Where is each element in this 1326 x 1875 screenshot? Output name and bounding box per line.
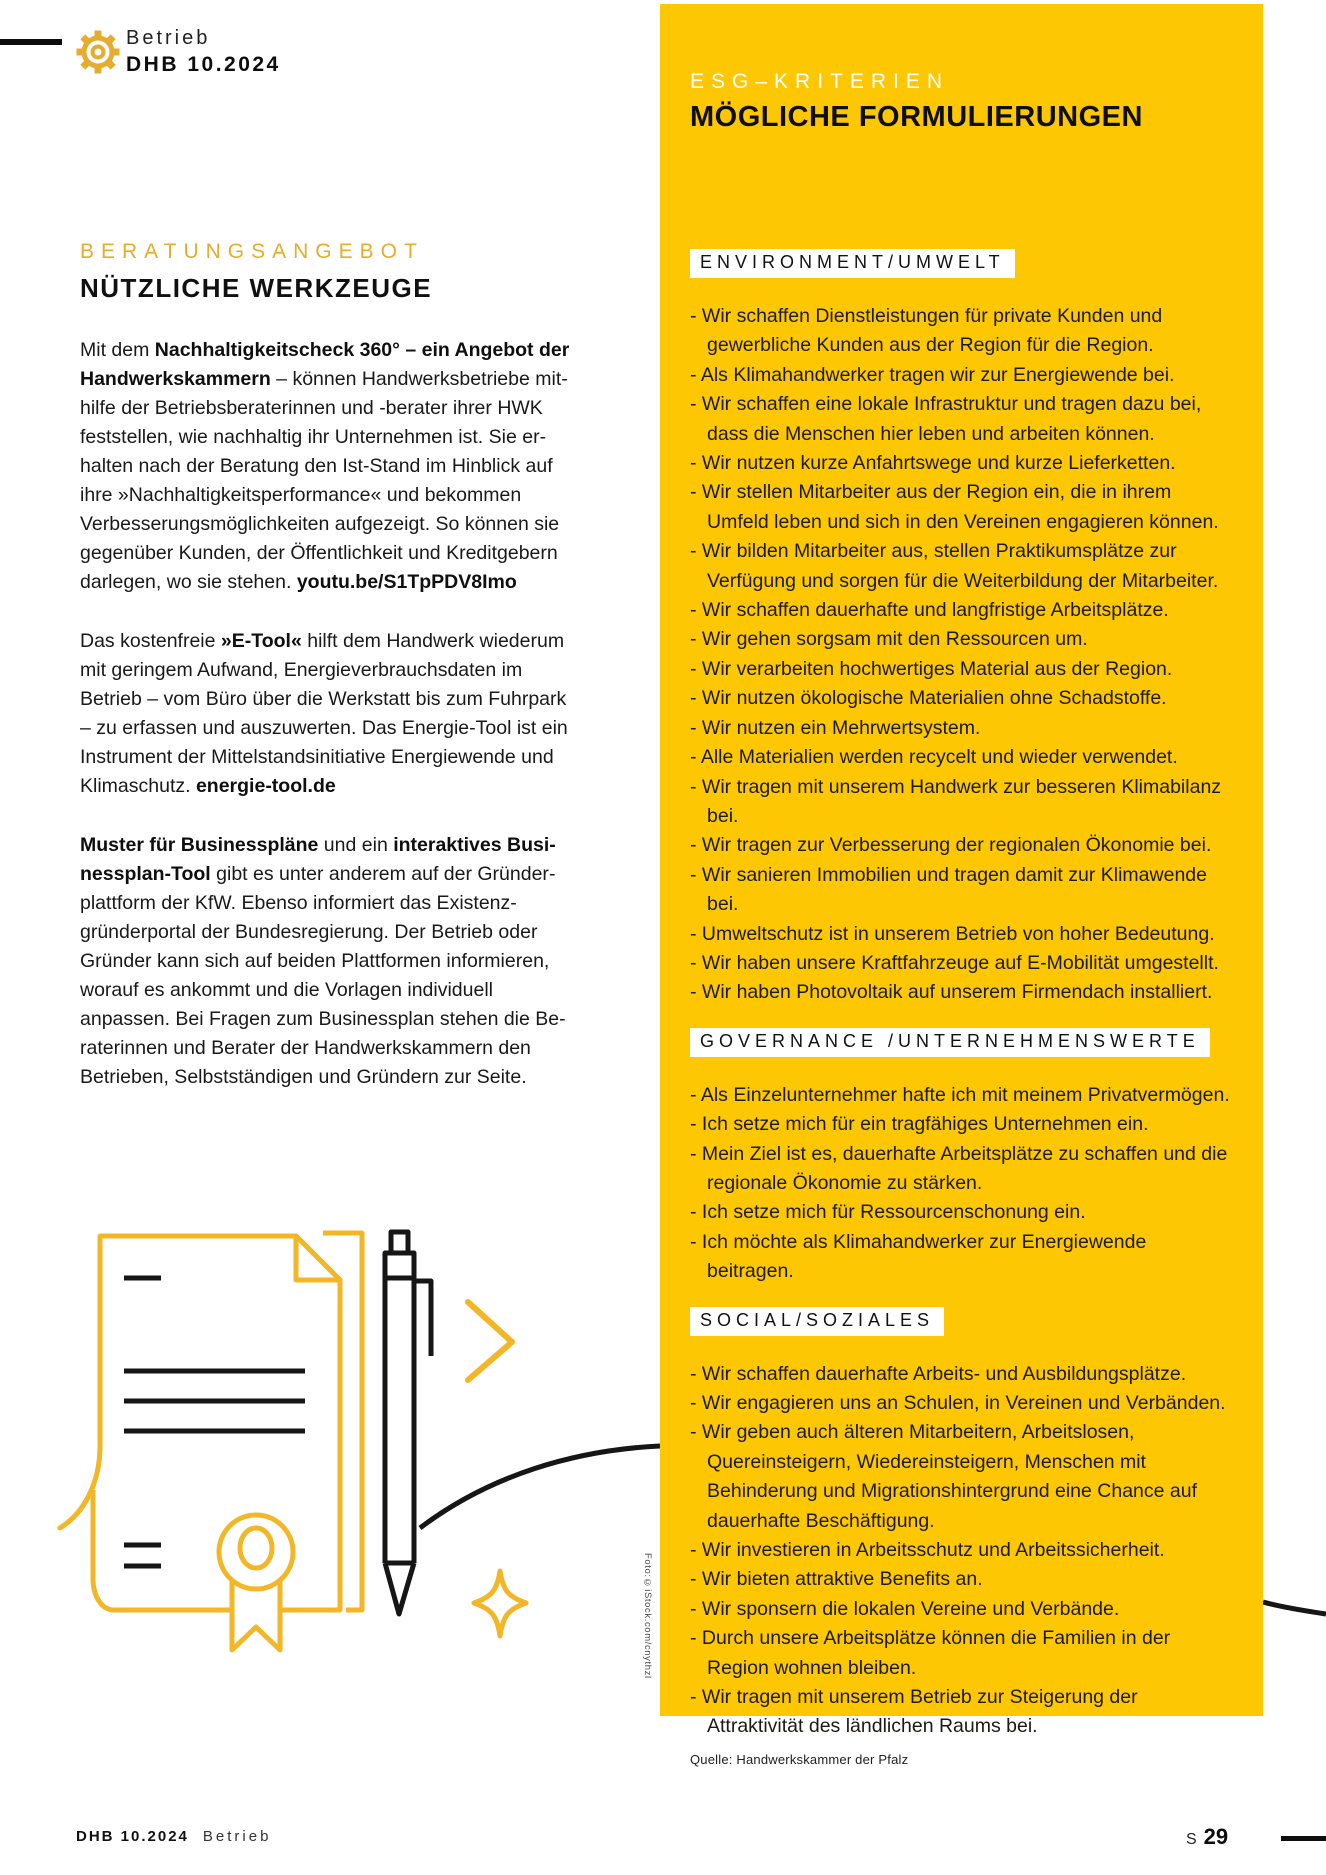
footer-section: Betrieb [202, 1828, 272, 1845]
esg-statement: - Wir investieren in Arbeitsschutz und Arbeitssicherheit. [690, 1536, 1237, 1565]
esg-statement: - Wir schaffen dauerhafte Arbeits- und Ausbildungsplätze. [690, 1360, 1237, 1389]
section-environment [690, 249, 1237, 1008]
esg-statement: - Wir schaffen eine lokale Infrastruktur und tragen dazu bei, dass die Menschen hier leben und arbeiten können. [690, 390, 1237, 449]
esg-statement: - Alle Materialien werden recycelt und wieder verwendet. [690, 743, 1237, 772]
esg-statement: - Wir tragen mit unserem Betrieb zur Steigerung der Attraktivität des ländlichen Raums bei. [690, 1683, 1237, 1742]
header-text [126, 27, 281, 77]
governance-list [690, 1081, 1237, 1287]
pen-icon [385, 1232, 431, 1614]
esg-statement: - Wir haben unsere Kraftfahrzeuge auf E-Mobilität umgestellt. [690, 949, 1237, 978]
environment-list [690, 302, 1237, 1008]
footer-left [76, 1828, 271, 1845]
esg-statement: - Als Einzelunternehmer hafte ich mit meinem Privatvermögen. [690, 1081, 1237, 1110]
left-kicker: BERATUNGSANGEBOT [80, 240, 424, 263]
photo-credit: Foto:©iStock.com/cnythzl [642, 1553, 653, 1679]
esg-statement: - Wir stellen Mitarbeiter aus der Region ein, die in ihrem Umfeld leben und sich in den Vereinen engagieren können. [690, 478, 1237, 537]
gear-icon [74, 26, 122, 78]
section-social [690, 1307, 1237, 1742]
esg-statement: - Ich setze mich für Ressourcenschonung ein. [690, 1198, 1237, 1227]
page-number: 29 [1203, 1824, 1229, 1849]
header-section-label: Betrieb [126, 27, 211, 49]
esg-statement: - Wir tragen zur Verbesserung der regionalen Ökonomie bei. [690, 831, 1237, 860]
esg-statement: - Wir nutzen ökologische Materialien ohne Schadstoffe. [690, 684, 1237, 713]
header-issue: DHB 10.2024 [126, 53, 281, 76]
esg-statement: - Wir geben auch älteren Mitarbeitern, Arbeitslosen, Quereinsteigern, Wiedereinsteigern, Menschen mit Behinderung und Migrationshintergrund eine Chance auf dauerhafte Beschäftigung. [690, 1418, 1237, 1536]
paragraph: Mit dem Nachhaltigkeitscheck 360° – ein Angebot der Handwerkskammern – können Handwerksbetriebe mithilfe der Betriebsberaterinnen und -berater ihrer HWK feststellen, wie nachhaltig ihr Unternehmen ist. Sie erhalten nach der Beratung den Ist-Stand im Hinblick auf ihre »Nachhaltigkeitsperformance« und bekommen Verbesserungsmöglichkeiten aufgezeigt. So können sie gegenüber Kunden, der Öffentlichkeit und Kreditgebern darlegen, wo sie stehen. youtu.be/S1TpPDV8Imo [80, 339, 570, 593]
certificate-document-icon [93, 1236, 340, 1610]
esg-statement: - Wir sanieren Immobilien und tragen damit zur Klimawende bei. [690, 861, 1237, 920]
footer-rule [1281, 1836, 1326, 1841]
esg-statement: - Wir schaffen dauerhafte und langfristige Arbeitsplätze. [690, 596, 1237, 625]
paragraph: Muster für Businesspläne und ein interaktives Businessplan-Tool gibt es unter anderem auf der Gründerplattform der KfW. Ebenso informiert das Existenzgründerportal der Bundesregierung. Der Betrieb oder Gründer kann sich auf beiden Plattformen informieren, worauf es ankommt und die Vorlagen individuell anpassen. Bei Fragen zum Businessplan stehen die Beraterinnen und Berater der Handwerkskammern den Betrieben, Selbstständigen und Gründern zur Seite. [80, 834, 566, 1088]
esg-statement: - Durch unsere Arbeitsplätze können die Familien in der Region wohnen bleiben. [690, 1624, 1237, 1683]
page-fold-icon [296, 1236, 340, 1280]
panel-title: MÖGLICHE FORMULIERUNGEN [690, 101, 1143, 133]
esg-statement: - Wir gehen sorgsam mit den Ressourcen um. [690, 625, 1237, 654]
esg-statement: - Wir nutzen kurze Anfahrtswege und kurze Lieferketten. [690, 449, 1237, 478]
esg-statement: - Ich setze mich für ein tragfähiges Unternehmen ein. [690, 1110, 1237, 1139]
esg-panel [660, 4, 1263, 1767]
section-label-environment: ENVIRONMENT/UMWELT [690, 249, 1015, 278]
esg-statement: - Ich möchte als Klimahandwerker zur Energiewende beitragen. [690, 1228, 1237, 1287]
esg-statement: - Wir schaffen Dienstleistungen für private Kunden und gewerbliche Kunden aus der Region für die Region. [690, 302, 1237, 361]
header-rule [0, 39, 62, 45]
panel-kicker: ESG–KRITERIEN [690, 70, 950, 93]
esg-statement: - Wir haben Photovoltaik auf unserem Firmendach installiert. [690, 978, 1237, 1007]
source-note: Quelle: Handwerkskammer der Pfalz [690, 1751, 909, 1767]
page-prefix: S [1186, 1831, 1198, 1848]
footer-page-number [1186, 1824, 1228, 1850]
arc-line-continuation [1263, 1580, 1326, 1630]
section-label-social: SOCIAL/SOZIALES [690, 1307, 944, 1336]
left-body [80, 336, 572, 1092]
esg-statement: - Wir nutzen ein Mehrwertsystem. [690, 714, 1237, 743]
section-label-governance: GOVERNANCE /UNTERNEHMENSWERTE [690, 1028, 1210, 1057]
esg-statement: - Wir bieten attraktive Benefits an. [690, 1565, 1237, 1594]
esg-statement: - Als Klimahandwerker tragen wir zur Energiewende bei. [690, 361, 1237, 390]
esg-statement: - Wir engagieren uns an Schulen, in Vereinen und Verbänden. [690, 1389, 1237, 1418]
arc-line [420, 1446, 660, 1528]
chevron-right-icon [468, 1302, 512, 1380]
footer-issue: DHB 10.2024 [76, 1828, 189, 1845]
sparkle-icon [474, 1571, 526, 1636]
social-list [690, 1360, 1237, 1742]
esg-statement: - Wir bilden Mitarbeiter aus, stellen Praktikumsplätze zur Verfügung und sorgen für die Weiterbildung der Mitarbeiter. [690, 537, 1237, 596]
certificate-pen-illustration [40, 1150, 660, 1730]
esg-statement: - Mein Ziel ist es, dauerhafte Arbeitsplätze zu schaffen und die regionale Ökonomie zu stärken. [690, 1140, 1237, 1199]
esg-statement: - Wir tragen mit unserem Handwerk zur besseren Klimabilanz bei. [690, 773, 1237, 832]
esg-statement: - Umweltschutz ist in unserem Betrieb von hoher Bedeutung. [690, 920, 1237, 949]
left-column [80, 240, 572, 1122]
esg-statement: - Wir verarbeiten hochwertiges Material aus der Region. [690, 655, 1237, 684]
left-title: NÜTZLICHE WERKZEUGE [80, 273, 433, 303]
paragraph: Das kostenfreie »E-Tool« hilft dem Handwerk wiederum mit geringem Aufwand, Energieverbrauchsdaten im Betrieb – vom Büro über die Werkstatt bis zum Fuhrpark – zu erfassen und auszuwerten. Das Energie-Tool ist ein Instrument der Mittelstandsinitiative Energiewende und Klimaschutz. energie-tool.de [80, 630, 568, 797]
esg-statement: - Wir sponsern die lokalen Vereine und Verbände. [690, 1595, 1237, 1624]
section-governance [690, 1028, 1237, 1287]
